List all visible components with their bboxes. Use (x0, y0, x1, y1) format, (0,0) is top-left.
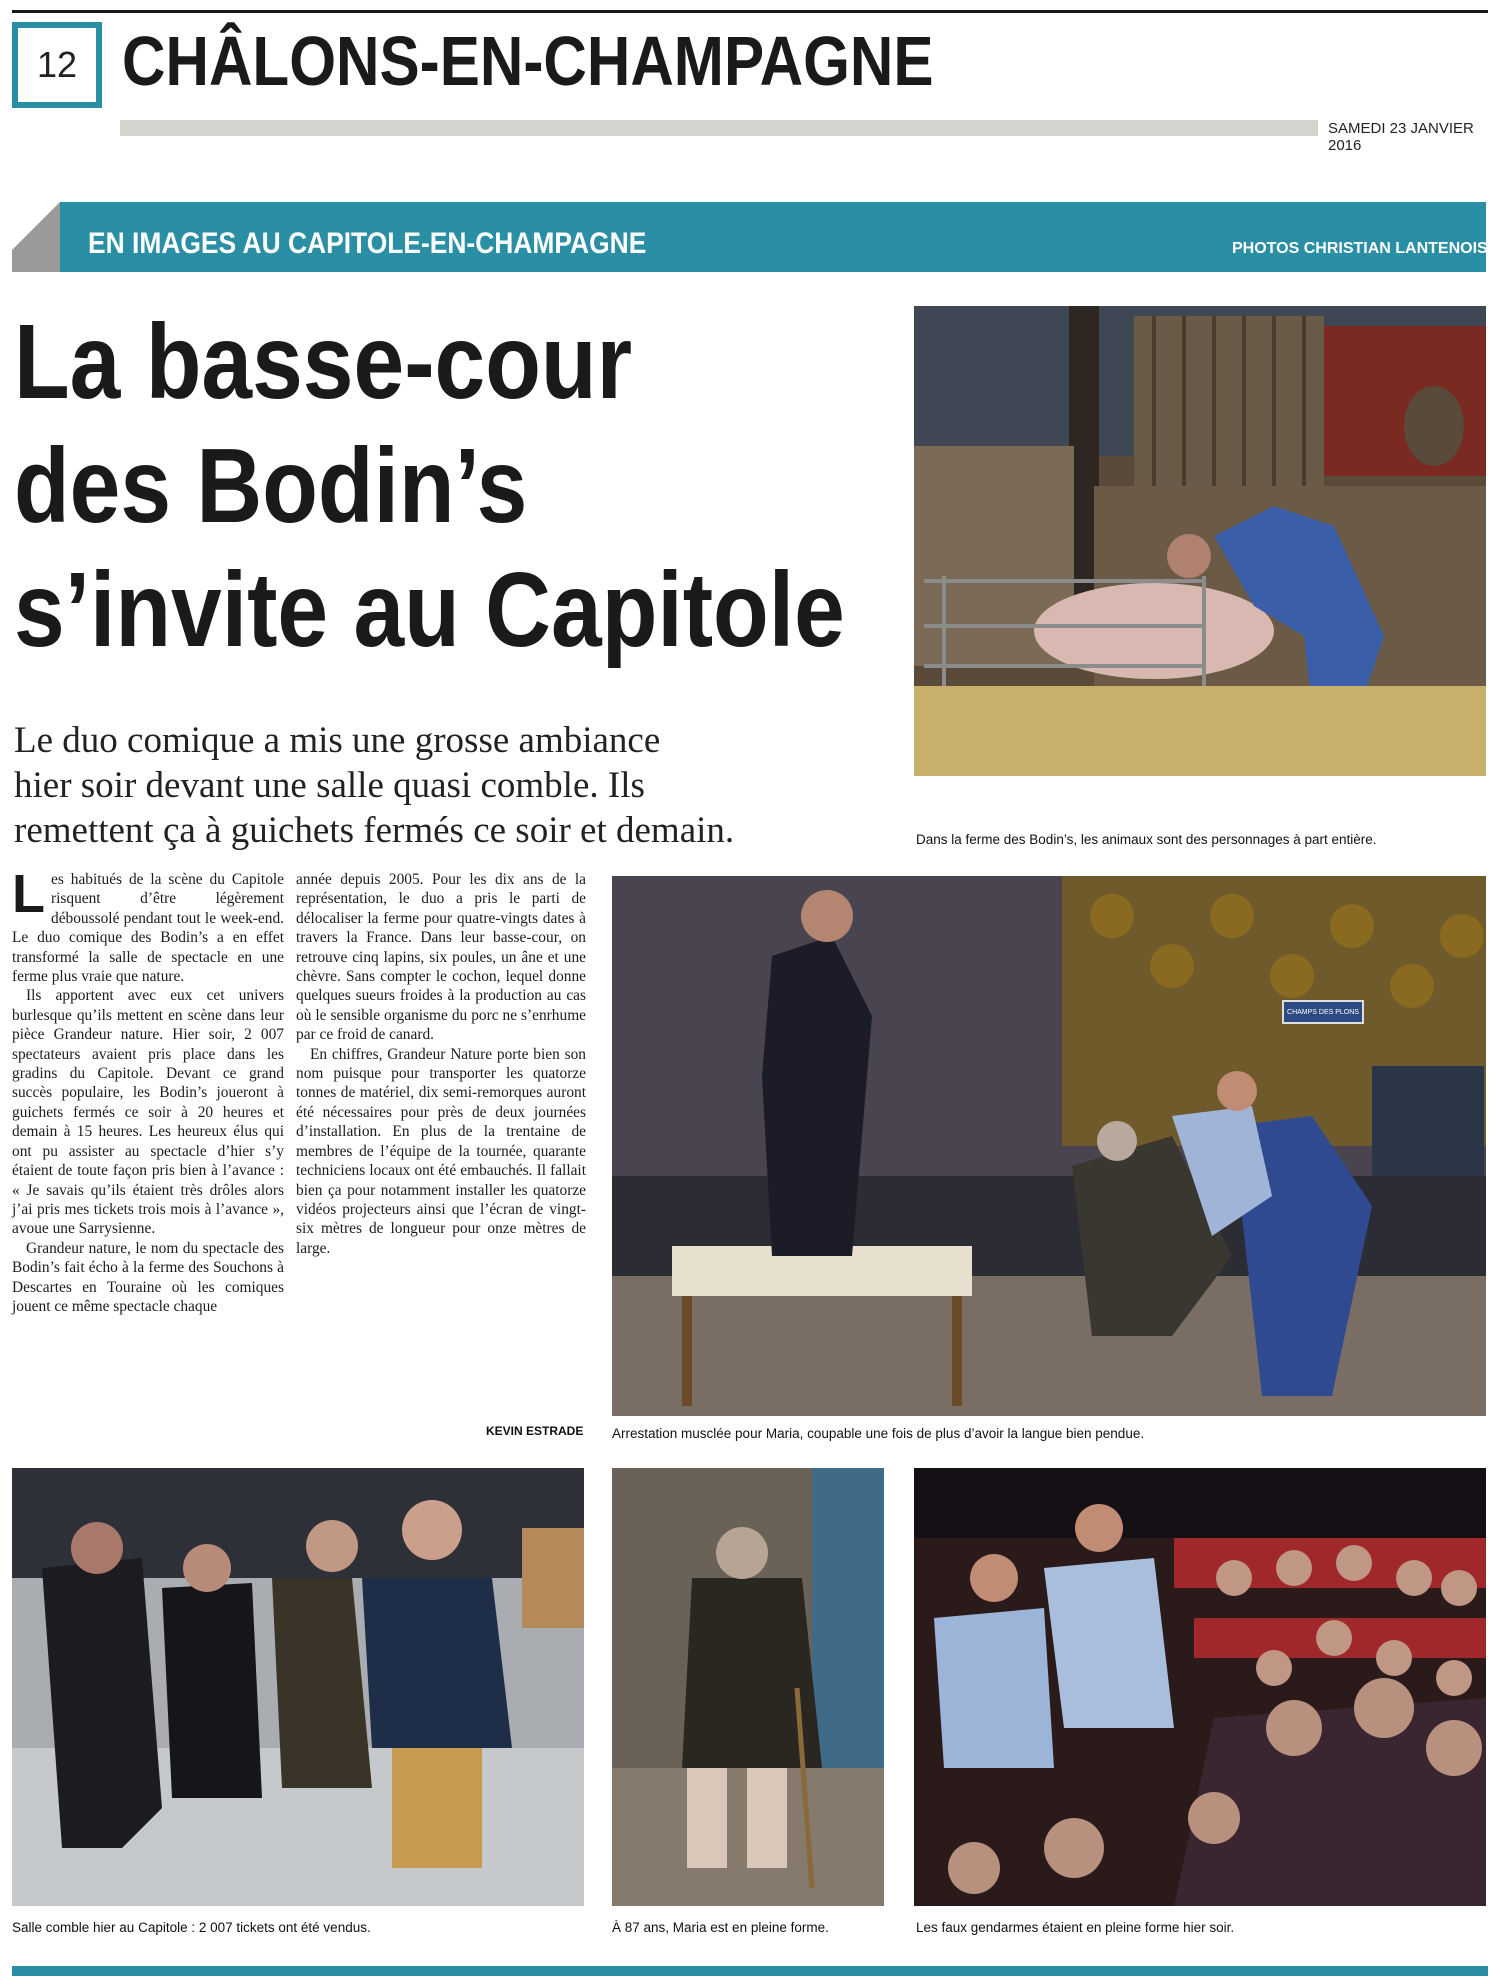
headline-line: des Bodin’s (14, 427, 528, 545)
header-grey-bar (120, 120, 1318, 136)
standfirst-line: hier soir devant une salle quasi comble. Ils (14, 765, 645, 806)
caption-arrest: Arrestation musclée pour Maria, coupable une fois de plus d’avoir la langue bien pendue. (612, 1426, 1145, 1441)
article-column-1 (12, 864, 284, 1316)
issue-date: SAMEDI 23 JANVIER 2016 (1328, 120, 1474, 154)
headline (14, 300, 845, 672)
page-number: 12 (12, 22, 102, 108)
paragraph-text: es habitués de la scène du Capitole risquent d’être légèrement déboussolé pendant tout le week-end. Le duo comique des Bodin’s a en effet transformé la salle de spectacle en une ferme plus vraie que nature. (12, 871, 284, 986)
top-rule (12, 10, 1488, 13)
drop-cap: L (12, 864, 45, 924)
article-paragraph: Ils apportent avec eux cet univers burlesque qu’ils mettent en scène dans leur pièce Grandeur nature. Hier soir, 2 007 spectateurs avaient pris place dans les gradins du Capitole. Devant ce grand succès populaire, les Bodin’s joueront à guichets fermés ce soir à 20 heures et demain à 15 heures. Les heureux élus qui ont pu assister au spectacle d’hier s’y étaient de toute façon pris bien à l’avance : « Je savais qu’ils étaient très drôles alors j’ai pris mes tickets trois mois à l’avance », avoue une Sarrysienne. (12, 987, 284, 1238)
bottom-rule (12, 1966, 1488, 1976)
photo-maria (612, 1468, 884, 1906)
caption-maria: À 87 ans, Maria est en pleine forme. (612, 1920, 829, 1935)
photo-credit: PHOTOS CHRISTIAN LANTENOIS (1232, 240, 1488, 257)
article-paragraph (12, 864, 284, 986)
standfirst-line: Le duo comique a mis une grosse ambiance (14, 720, 661, 761)
section-title: CHÂLONS-EN-CHAMPAGNE (122, 22, 934, 100)
band-corner-decoration (12, 202, 60, 250)
rubric-title: EN IMAGES AU CAPITOLE-EN-CHAMPAGNE (88, 227, 647, 260)
band-corner-decoration (12, 250, 60, 272)
headline-line: La basse-cour (14, 303, 633, 421)
headline-line: s’invite au Capitole (14, 551, 845, 669)
article-paragraph: En chiffres, Grandeur Nature porte bien son nom puisque pour transporter les quatorze tonnes de matériel, dix semi-remorques auront été nécessaires pour près de deux journées d’installation. En plus de la trentaine de membres de l’équipe de la tournée, quarante techniciens locaux ont été embauchés. Il fallait bien ça pour notamment installer les quatorze vidéos projecteurs ainsi que l’écran de vingt-six mètres de longueur pour onze mètres de large. (296, 1045, 586, 1257)
author-byline: KEVIN ESTRADE (486, 1424, 584, 1438)
photo-arrest (612, 876, 1486, 1416)
photo-farm (914, 306, 1486, 776)
article-paragraph: Grandeur nature, le nom du spectacle des Bodin’s fait écho à la ferme des Souchons à Descartes en Touraine où les comiques jouent ce même spectacle chaque (12, 1239, 284, 1315)
article-column-2 (296, 870, 586, 1258)
standfirst-line: remettent ça à guichets fermés ce soir et demain. (14, 810, 735, 851)
caption-farm: Dans la ferme des Bodin’s, les animaux sont des personnages à part entière. (916, 832, 1377, 847)
photo-audience-group (12, 1468, 584, 1906)
article-paragraph: année depuis 2005. Pour les dix ans de la représentation, le duo a pris le parti de délocaliser la ferme pour quatre-vingts dates à travers la France. Dans leur basse-cour, on retrouve cinq lapins, six poules, un âne et une chèvre. Sans compter le cochon, lequel donne quelques sueurs froides à la production au cas où le sensible organisme du porc ne s’enrhume par ce froid de canard. (296, 871, 586, 1044)
caption-gendarmes: Les faux gendarmes étaient en pleine forme hier soir. (916, 1920, 1235, 1935)
photo-gendarmes (914, 1468, 1486, 1906)
standfirst (14, 718, 894, 853)
stage-sign: CHAMPS DES PLONS (1282, 1000, 1364, 1024)
caption-audience-group: Salle comble hier au Capitole : 2 007 tickets ont été vendus. (12, 1920, 371, 1935)
